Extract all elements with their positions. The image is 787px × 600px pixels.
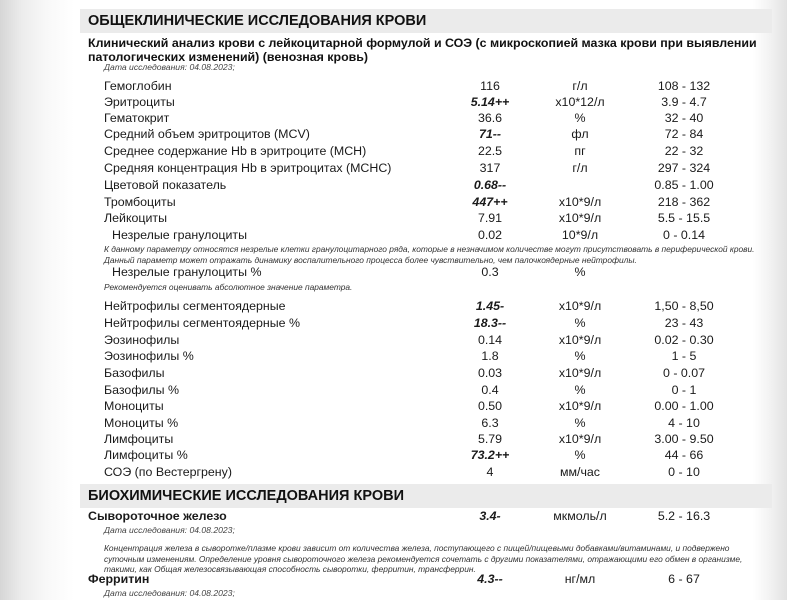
row-ref: 1,50 - 8,50: [654, 299, 714, 313]
row-name: Лимфоциты %: [104, 448, 188, 462]
row-name: Нейтрофилы сегментоядерные %: [104, 316, 301, 330]
row-unit: %: [574, 383, 586, 397]
table-row: [0, 143, 787, 159]
table-row: [0, 126, 787, 142]
test-date: Дата исследования: 04.08.2023;: [104, 62, 235, 72]
row-name: Базофилы: [104, 366, 165, 380]
row-unit: фл: [571, 127, 589, 141]
row-unit: г/л: [572, 79, 588, 93]
row-name: Эритроциты: [104, 95, 175, 109]
table-row: [0, 94, 787, 110]
row-value: 0.68--: [473, 178, 507, 192]
table-row: [0, 160, 787, 176]
table-row: [0, 298, 787, 314]
table-row: [0, 227, 787, 243]
row-name: Моноциты %: [104, 416, 179, 430]
row-value: 3.4-: [479, 509, 501, 523]
table-row: [0, 571, 787, 587]
table-row: [0, 110, 787, 126]
table-row: [0, 210, 787, 226]
row-unit: x10*9/л: [558, 211, 602, 225]
row-unit: x10*12/л: [555, 95, 605, 109]
row-name: Эозинофилы: [104, 333, 180, 347]
row-name: Моноциты: [104, 399, 164, 413]
row-unit: мм/час: [559, 465, 601, 479]
row-value: 4: [486, 465, 494, 479]
table-row: [0, 332, 787, 348]
row-unit: x10*9/л: [558, 366, 602, 380]
table-row: [0, 508, 787, 524]
row-ref: 0.85 - 1.00: [654, 178, 714, 192]
row-value: 447++: [472, 195, 508, 209]
row-value: 7.91: [477, 211, 503, 225]
row-unit: x10*9/л: [558, 299, 602, 313]
row-name: Средняя концентрация Hb в эритроцитах (MCHC): [104, 161, 392, 175]
row-unit: x10*9/л: [558, 195, 602, 209]
row-value: 5.14++: [470, 95, 510, 109]
row-name: Среднее содержание Hb в эритроците (MCH): [104, 144, 367, 158]
row-name: Незрелые гранулоциты: [112, 228, 248, 242]
table-row: [0, 177, 787, 193]
table-row: [0, 398, 787, 414]
row-unit: г/л: [572, 161, 588, 175]
row-name: Базофилы %: [104, 383, 180, 397]
row-ref: 23 - 43: [664, 316, 704, 330]
row-ref: 3.00 - 9.50: [654, 432, 714, 446]
row-ref: 0 - 0.07: [662, 366, 706, 380]
row-value: 73.2++: [470, 448, 510, 462]
row-unit: %: [574, 349, 586, 363]
row-ref: 5.5 - 15.5: [657, 211, 711, 225]
table-row: [0, 415, 787, 431]
row-unit: нг/мл: [564, 572, 596, 586]
row-value: 71--: [478, 127, 502, 141]
row-value: 0.02: [477, 228, 503, 242]
row-value: 5.79: [477, 432, 503, 446]
test-date: Дата исследования: 04.08.2023;: [104, 588, 235, 598]
row-ref: 218 - 362: [657, 195, 711, 209]
row-value: 0.3: [481, 265, 499, 279]
row-unit: %: [574, 265, 586, 279]
row-ref: 22 - 32: [664, 144, 704, 158]
table-row: [0, 365, 787, 381]
row-ref: 0 - 1: [671, 383, 697, 397]
row-unit: 10*9/л: [561, 228, 599, 242]
row-unit: мкмоль/л: [553, 509, 607, 523]
row-name: Ферритин: [88, 572, 150, 586]
row-unit: x10*9/л: [558, 432, 602, 446]
row-ref: 0 - 10: [668, 465, 700, 479]
row-ref: 4 - 10: [668, 416, 700, 430]
row-name: Средний объем эритроцитов (MCV): [104, 127, 310, 141]
section-title-biochem: БИОХИМИЧЕСКИЕ ИССЛЕДОВАНИЯ КРОВИ: [88, 488, 404, 504]
test-date: Дата исследования: 04.08.2023;: [104, 525, 235, 535]
row-unit: пг: [574, 144, 586, 158]
row-value: 36.6: [477, 111, 503, 125]
row-ref: 6 - 67: [668, 572, 700, 586]
row-ref: 297 - 324: [657, 161, 711, 175]
row-value: 317: [479, 161, 501, 175]
table-row: [0, 194, 787, 210]
row-name: Нейтрофилы сегментоядерные: [104, 299, 286, 313]
row-name: Цветовой показатель: [104, 178, 227, 192]
row-name: Лейкоциты: [104, 211, 167, 225]
row-ref: 0 - 0.14: [662, 228, 706, 242]
row-ref: 0.02 - 0.30: [654, 333, 714, 347]
note-iron: Концентрация железа в сыворотке/плазме крови зависит от количества железа, поступающего с пищей/пищевыми добавками/витаминами, и подвержено суточным изменениям. Определение уровня сывороточного железа рекомендуется сочетать с другими показателями, отражающими его обмен в организме, такими, как Общая железосвязывающая способность сыворотки, ферритин, трансферрин.: [104, 543, 743, 574]
row-value: 22.5: [477, 144, 503, 158]
row-name: Гемоглобин: [104, 79, 172, 93]
test-title-cbc: Клинический анализ крови с лейкоцитарной формулой и СОЭ (с микроскопией мазка крови при выявлении патологических изменений) (венозная кровь): [88, 36, 757, 64]
row-unit: x10*9/л: [558, 399, 602, 413]
row-value: 6.3: [481, 416, 499, 430]
table-row: [0, 78, 787, 94]
row-value: 116: [480, 79, 500, 93]
table-row: [0, 447, 787, 463]
row-unit: x10*9/л: [558, 333, 602, 347]
row-unit: %: [574, 448, 586, 462]
note-immature-granulocytes: К данному параметру относятся незрелые клетки гранулоцитарного ряда, которые в незначимом количестве могут присутствовать в периферической крови. Данный параметр может отражать динамику воспалительного процесса более чувствительно, чем палочкоядерные нейтрофилы.: [104, 244, 755, 265]
table-row: [0, 264, 787, 280]
row-name: Незрелые гранулоциты %: [112, 265, 262, 279]
row-ref: 5.2 - 16.3: [657, 509, 711, 523]
section-title-general: ОБЩЕКЛИНИЧЕСКИЕ ИССЛЕДОВАНИЯ КРОВИ: [88, 13, 427, 29]
row-name: Сывороточное железо: [88, 509, 227, 523]
row-name: СОЭ (по Вестергрену): [104, 465, 232, 479]
row-value: 0.4: [481, 383, 499, 397]
note-immature-granulocytes-pct: Рекомендуется оценивать абсолютное значение параметра.: [104, 282, 353, 292]
row-value: 1.45-: [475, 299, 505, 313]
table-row: [0, 348, 787, 364]
row-value: 18.3--: [473, 316, 507, 330]
row-ref: 3.9 - 4.7: [661, 95, 707, 109]
row-value: 0.14: [477, 333, 503, 347]
table-row: [0, 431, 787, 447]
row-ref: 1 - 5: [671, 349, 697, 363]
row-value: 0.50: [477, 399, 503, 413]
row-unit: %: [574, 111, 586, 125]
row-ref: 72 - 84: [664, 127, 704, 141]
row-name: Тромбоциты: [104, 195, 176, 209]
row-value: 4.3--: [477, 572, 503, 586]
row-value: 0.03: [477, 366, 503, 380]
row-name: Гематокрит: [104, 111, 170, 125]
row-ref: 32 - 40: [664, 111, 704, 125]
row-name: Эозинофилы %: [104, 349, 194, 363]
table-row: [0, 315, 787, 331]
row-ref: 0.00 - 1.00: [654, 399, 714, 413]
row-name: Лимфоциты: [104, 432, 174, 446]
row-unit: %: [574, 416, 586, 430]
row-ref: 108 - 132: [657, 79, 711, 93]
table-row: [0, 382, 787, 398]
row-unit: %: [574, 316, 586, 330]
table-row: [0, 464, 787, 480]
row-ref: 44 - 66: [664, 448, 704, 462]
row-value: 1.8: [481, 349, 499, 363]
